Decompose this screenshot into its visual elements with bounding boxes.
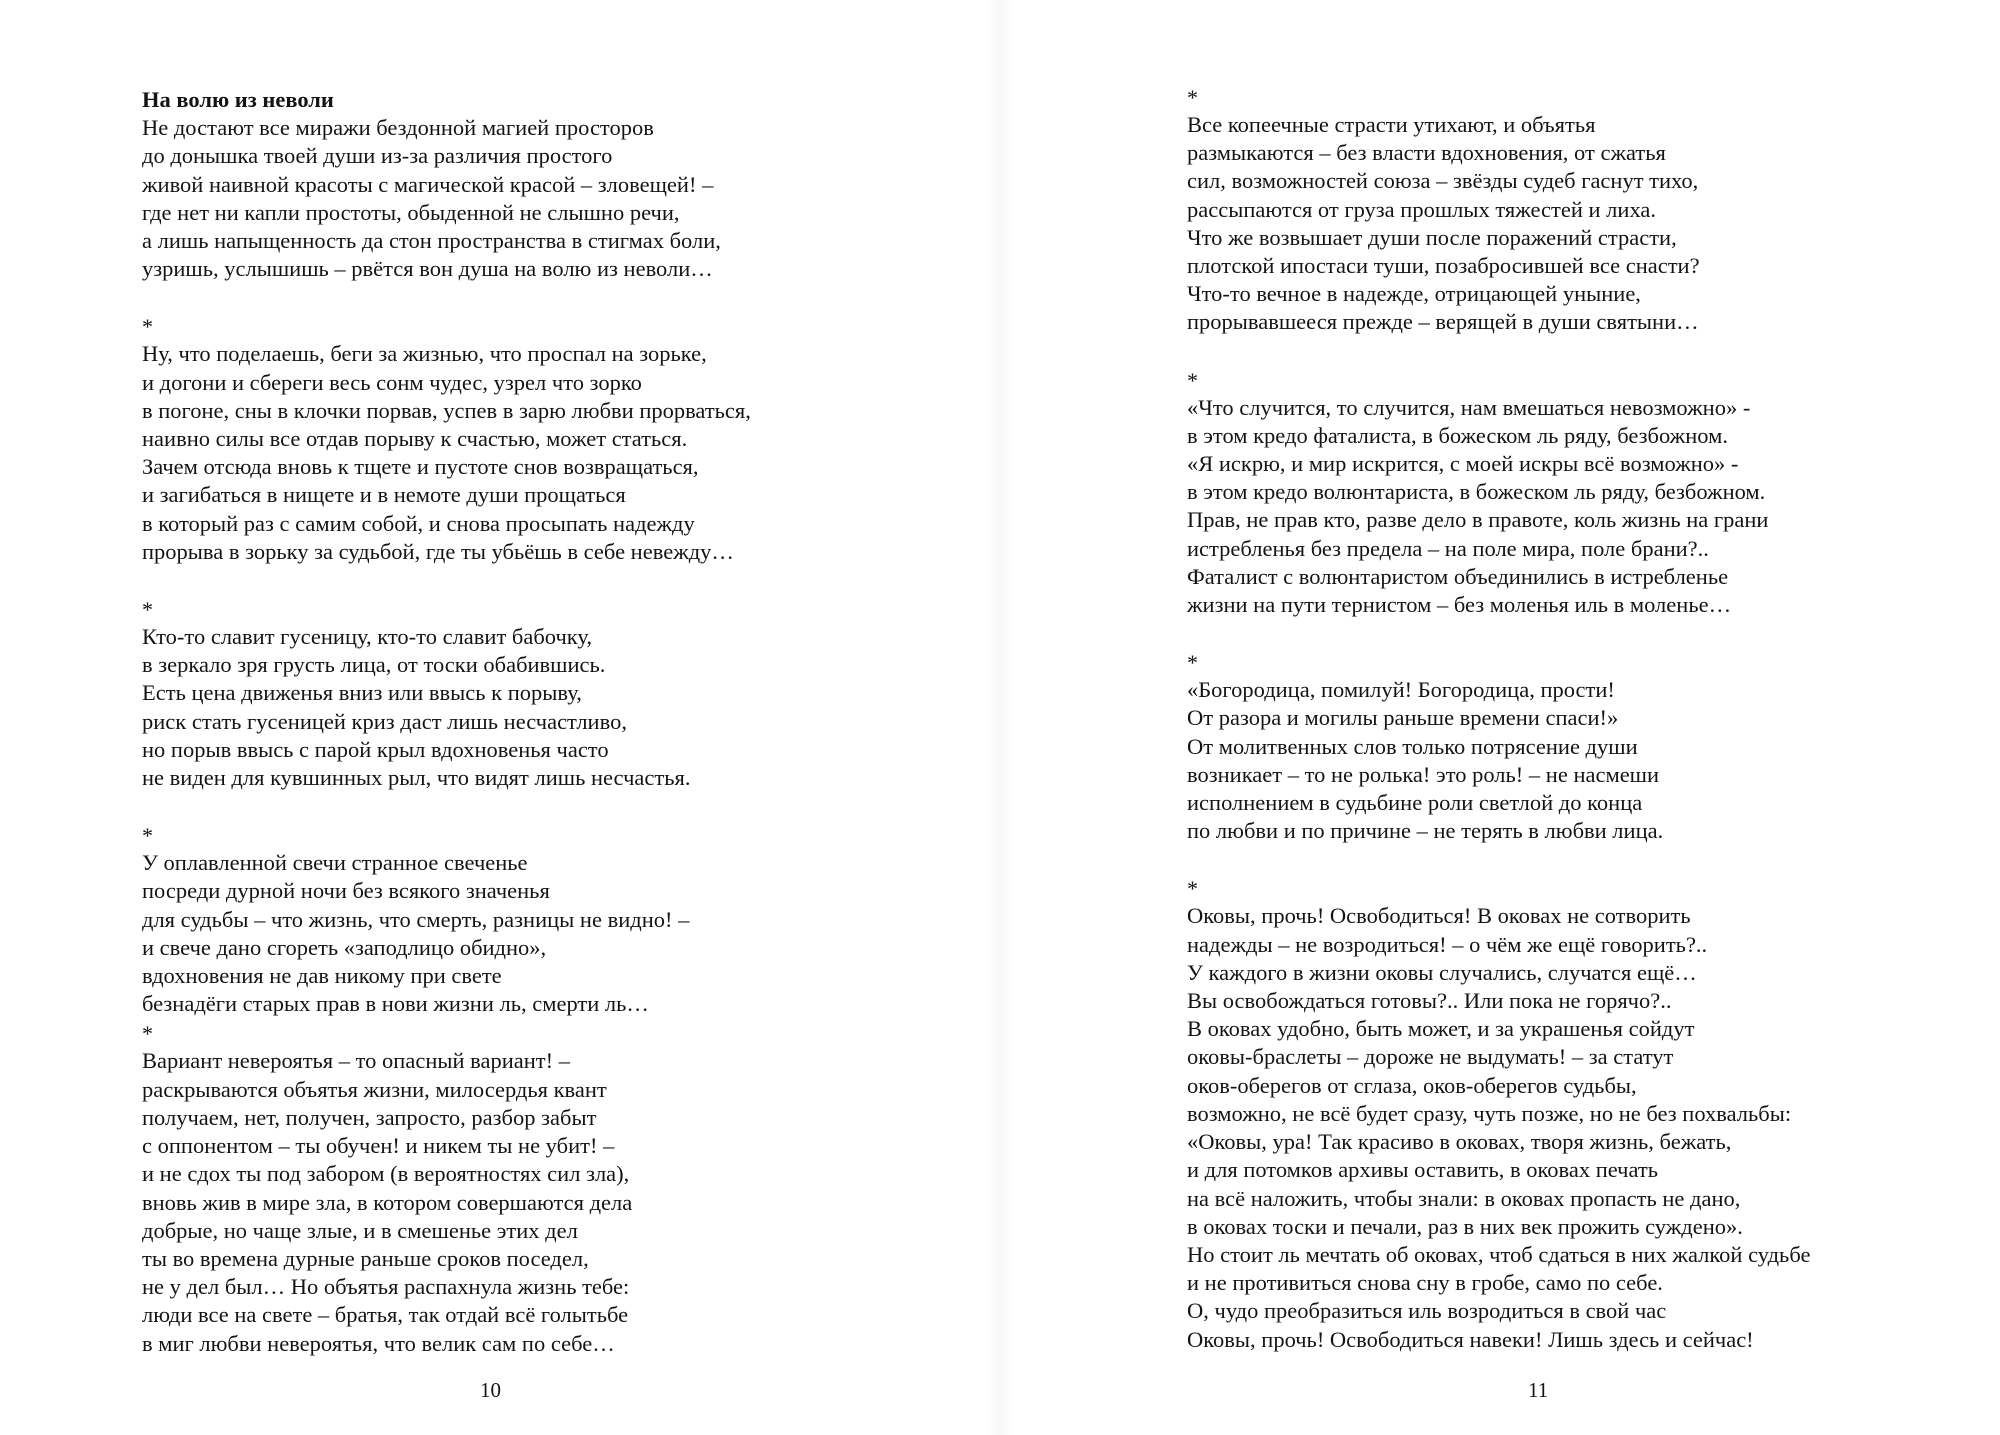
poem-line: добрые, но чаще злые, и в смешенье этих дел	[142, 1217, 578, 1243]
poem	[1187, 82, 1810, 337]
poem-lines	[1187, 902, 1810, 1353]
poem	[142, 1018, 751, 1357]
section-asterisk: *	[142, 597, 153, 623]
poem	[1187, 365, 1810, 620]
poem-line: Есть цена движенья вниз или ввысь к порыву,	[142, 680, 582, 706]
poem-line: У оплавленной свечи странное свеченье	[142, 850, 528, 876]
poem-line: В оковах удобно, быть может, и за украшенья сойдут	[1187, 1016, 1695, 1042]
poem-line: От молитвенных слов только потрясение души	[1187, 733, 1638, 759]
poem-line: на всё наложить, чтобы знали: в оковах пропасть не дано,	[1187, 1185, 1741, 1211]
poem-line: где нет ни капли простоты, обыденной не слышно речи,	[142, 199, 680, 225]
poem-lines	[142, 849, 751, 1018]
poem-line: получаем, нет, получен, запросто, разбор забыт	[142, 1104, 597, 1130]
poem-line: и свече дано сгореть «заподлицо обидно»,	[142, 934, 547, 960]
poem-line: «Я искрю, и мир искрится, с моей искры всё возможно» -	[1187, 451, 1739, 477]
poem-line: раскрываются объятья жизни, милосердья квант	[142, 1076, 607, 1102]
poem-line: У каждого в жизни оковы случались, случатся ещё…	[1187, 959, 1697, 985]
poem-line: Кто-то славит гусеницу, кто-то славит бабочку,	[142, 624, 593, 650]
poem-line: в этом кредо фаталиста, в божеском ль ряду, безбожном.	[1187, 422, 1728, 448]
poem	[142, 594, 751, 792]
poem-line: Все копеечные страсти утихают, и объятья	[1187, 112, 1596, 137]
section-asterisk: *	[1187, 650, 1198, 676]
poem-line: посреди дурной ночи без всякого значенья	[142, 878, 550, 904]
poem-line: возникает – то не ролька! это роль! – не насмеши	[1187, 761, 1660, 787]
section-asterisk: *	[142, 1021, 153, 1047]
poem-line: в зеркало зря грусть лица, от тоски обабившись.	[142, 652, 606, 678]
poem-line: Вариант невероятья – то опасный вариант! –	[142, 1048, 570, 1074]
poem-line: Оковы, прочь! Освободиться! В оковах не сотворить	[1187, 903, 1691, 929]
poem-lines	[142, 340, 751, 566]
poem-line: в который раз с самим собой, и снова просыпать надежду	[142, 510, 695, 536]
page-number: 11	[1528, 1378, 1549, 1402]
section-asterisk: *	[1187, 85, 1198, 110]
poem-line: Вы освобождаться готовы?.. Или пока не горячо?..	[1187, 988, 1672, 1014]
poem-line: оковы-браслеты – дороже не выдумать! – за статут	[1187, 1044, 1674, 1070]
poem-line: Не достают все миражи бездонной магией просторов	[142, 115, 654, 141]
poem-line: жизни на пути тернистом – без моленья иль в моленье…	[1187, 592, 1732, 618]
poem	[1187, 647, 1810, 845]
poem-line: От разора и могилы раньше времени спаси!»	[1187, 705, 1619, 731]
poem-line: а лишь напыщенность да стон пространства в стигмах боли,	[142, 228, 721, 254]
poem-line: надежды – не возродиться! – о чём же ещё говорить?..	[1187, 931, 1708, 957]
poem	[142, 86, 751, 283]
poem-line: узришь, услышишь – рвётся вон душа на волю из неволи…	[142, 256, 713, 282]
poem-line: Прав, не прав кто, разве дело в правоте, коль жизнь на грани	[1187, 507, 1769, 533]
poem-lines	[142, 623, 751, 792]
poem-line: Оковы, прочь! Освободиться навеки! Лишь здесь и сейчас!	[1187, 1326, 1754, 1352]
poem-line: прорыва в зорьку за судьбой, где ты убьёшь в себе невежду…	[142, 538, 734, 564]
poem-line: возможно, не всё будет сразу, чуть позже, но не без похвальбы:	[1187, 1100, 1792, 1126]
section-asterisk: *	[142, 823, 153, 849]
poem-lines	[142, 114, 751, 283]
poem-line: но порыв ввысь с парой крыл вдохновенья часто	[142, 736, 609, 762]
poem	[142, 820, 751, 1018]
poem-line: «Что случится, то случится, нам вмешаться невозможно» -	[1187, 394, 1751, 420]
poem-line: Что-то вечное в надежде, отрицающей уныние,	[1187, 281, 1641, 307]
poem-line: Но стоит ль мечтать об оковах, чтоб сдаться в них жалкой судьбе	[1187, 1241, 1811, 1267]
poem-line: размыкаются – без власти вдохновения, от сжатья	[1187, 140, 1666, 166]
poem-line: с оппонентом – ты обучен! и никем ты не убит! –	[142, 1133, 615, 1159]
poem-line: О, чудо преобразиться иль возродиться в свой час	[1187, 1298, 1667, 1324]
poem-line: до донышка твоей души из-за различия простого	[142, 143, 613, 169]
poem-line: и для потомков архивы оставить, в оковах печать	[1187, 1157, 1658, 1183]
poem-line: для судьбы – что жизнь, что смерть, разницы не видно! –	[142, 906, 690, 932]
poem-line: и догони и сбереги весь сонм чудес, узрел что зорко	[142, 369, 642, 395]
poem-line: истребленья без предела – на поле мира, поле брани?..	[1187, 535, 1709, 561]
poem	[142, 311, 751, 566]
poem-line: рассыпаются от груза прошлых тяжестей и лиха.	[1187, 196, 1657, 222]
poem-lines	[1187, 676, 1810, 845]
poem-line: безнадёги старых прав в нови жизни ль, смерти ль…	[142, 991, 649, 1017]
section-asterisk: *	[1187, 367, 1198, 393]
poem-line: и загибаться в нищете и в немоте души прощаться	[142, 482, 626, 508]
section-asterisk: *	[142, 314, 153, 340]
poem-line: в оковах тоски и печали, раз в них век прожить суждено».	[1187, 1213, 1743, 1239]
right-page	[1000, 0, 2000, 1435]
page-number: 10	[480, 1378, 501, 1402]
left-text-column	[142, 86, 751, 1386]
poem-line: «Оковы, ура! Так красиво в оковах, творя жизнь, бежать,	[1187, 1129, 1732, 1155]
poem-line: оков-оберегов от сглаза, оков-оберегов судьбы,	[1187, 1072, 1637, 1098]
poem-line: Что же возвышает души после поражений страсти,	[1187, 224, 1677, 250]
poem-line: Фаталист с волюнтаристом объединились в истребленье	[1187, 563, 1729, 589]
poem-line: не виден для кувшинных рыл, что видят лишь несчастья.	[142, 765, 691, 791]
section-asterisk: *	[1187, 876, 1198, 902]
poem-line: и не противиться снова сну в гробе, само по себе.	[1187, 1270, 1663, 1296]
poem-line: в погоне, сны в клочки порвав, успев в зарю любви прорваться,	[142, 397, 751, 423]
right-text-column	[1187, 82, 1810, 1382]
poem-line: живой наивной красоты с магической красой – зловещей! –	[142, 171, 714, 197]
poem-line: по любви и по причине – не терять в любви лица.	[1187, 818, 1664, 844]
poem-line: в этом кредо волюнтариста, в божеском ль ряду, безбожном.	[1187, 479, 1766, 505]
poem-line: и не сдох ты под забором (в вероятностях сил зла),	[142, 1161, 630, 1187]
poem	[1187, 873, 1810, 1353]
poem-line: ты во времена дурные раньше сроков поседел,	[142, 1245, 589, 1271]
poem-line: не у дел был… Но объятья распахнула жизнь тебе:	[142, 1274, 630, 1300]
poem-line: прорывавшееся прежде – верящей в души святыни…	[1187, 309, 1699, 335]
poem-line: вновь жив в мире зла, в котором совершаются дела	[142, 1189, 633, 1215]
poem-line: исполнением в судьбине роли светлой до конца	[1187, 790, 1643, 816]
poem-line: плотской ипостаси туши, позабросившей все снасти?	[1187, 253, 1700, 279]
poem-line: вдохновения не дав никому при свете	[142, 963, 502, 989]
poem-line: сил, возможностей союза – звёзды судеб гаснут тихо,	[1187, 168, 1699, 194]
poem-line: Зачем отсюда вновь к тщете и пустоте снов возвращаться,	[142, 454, 699, 480]
poem-title: На волю из неволи	[142, 87, 334, 112]
poem-lines	[1187, 394, 1810, 620]
poem-lines	[142, 1047, 751, 1357]
poem-lines	[1187, 111, 1810, 337]
poem-line: люди все на свете – братья, так отдай всё голытьбе	[142, 1302, 629, 1328]
poem-line: наивно силы все отдав порыву к счастью, может статься.	[142, 426, 688, 452]
poem-line: Ну, что поделаешь, беги за жизнью, что проспал на зорьке,	[142, 341, 707, 367]
poem-line: риск стать гусеницей криз даст лишь несчастливо,	[142, 708, 627, 734]
poem-line: в миг любви невероятья, что велик сам по себе…	[142, 1330, 615, 1356]
poem-line: «Богородица, помилуй! Богородица, прости!	[1187, 677, 1615, 703]
